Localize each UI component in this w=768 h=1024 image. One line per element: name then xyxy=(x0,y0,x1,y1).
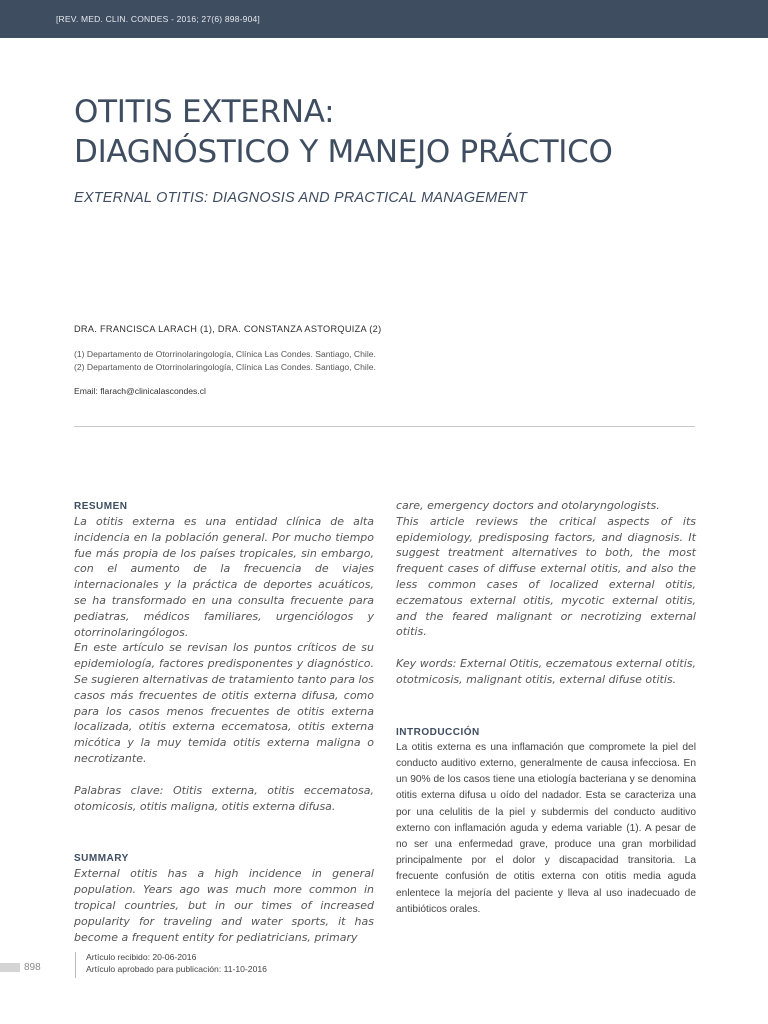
divider xyxy=(74,426,695,427)
page-marker xyxy=(0,963,20,972)
journal-reference: [REV. MED. CLIN. CONDES - 2016; 27(6) 898-904] xyxy=(56,14,260,24)
summary-paragraph-2: This article reviews the critical aspects of its epidemiology, predisposing factors, and diagnosis. It suggest treatment alternatives to both, the most frequent cases of diffuse external otitis, and also the less common cases of localized external otitis, eczematous external otitis, mycotic external otitis, and the feared malignant or necrotizing external otitis. xyxy=(396,514,696,639)
received-date: Artículo recibido: 20-06-2016 xyxy=(86,952,197,962)
introduccion-paragraph-1: La otitis externa es una inflamación que compromete la piel del conducto auditivo externo, generalmente de causa infecciosa. En un 90% de los casos tiene una etiología bacteriana y se denomina otitis externa difusa u oído del nadador. Esta se caracteriza una por una celulitis de la piel y subdermis del conducto auditivo externo con inflamación aguda y edema variable (1). A pesar de no ser una enfermedad grave, produce una gran morbilidad principalmente por el dolor y discapacidad transitoria. La frecuente confusión de otitis externa con otitis media aguda enlentece la mejoría del paciente y lleva al uso inadecuado de antibióticos orales. xyxy=(396,741,696,915)
summary-paragraph-1-end: care, emergency doctors and otolaryngologists. xyxy=(396,499,660,512)
resumen-paragraph-2: En este artículo se revisan los puntos críticos de su epidemiología, factores predisponentes y diagnóstico. Se sugieren alternativas de tratamiento tanto para los casos más frecuentes de otitis externa difusa, como para los casos menos frecuentes de otitis externa localizada, otitis externa eccematosa, otitis externa micótica y la muy temida otitis externa maligna o necrotizante. xyxy=(74,641,374,765)
summary-heading: SUMMARY xyxy=(74,853,129,865)
introduccion-heading: INTRODUCCIÓN xyxy=(396,726,480,738)
affiliation-1: (1) Departamento de Otorrinolaringología, Clínica Las Condes. Santiago, Chile. xyxy=(74,349,376,359)
affiliations xyxy=(74,348,376,374)
summary-paragraph-1-start: External otitis has a high incidence in general population. Years ago was much more common in tropical countries, but in our times of increased popularity for traveling and water sports, it has become a frequent entity for pediatricians, primary xyxy=(74,867,374,944)
resumen-heading: RESUMEN xyxy=(74,501,128,512)
page-number: 898 xyxy=(24,962,41,973)
right-column xyxy=(396,498,696,918)
authors: DRA. FRANCISCA LARACH (1), DRA. CONSTANZA ASTORQUIZA (2) xyxy=(74,324,382,334)
resumen-paragraph-1: La otitis externa es una entidad clínica de alta incidencia en la población general. Por mucho tiempo fue más propia de los países tropicales, sin embargo, con el aumento de la frecuencia de viajes internacionales y la práctica de deportes acuáticos, se ha transformado en una consulta frecuente para pediatras, médicos familiares, urgenciólogos y otorrinolaringólogos. xyxy=(74,515,374,639)
article-subtitle: EXTERNAL OTITIS: DIAGNOSIS AND PRACTICAL MANAGEMENT xyxy=(74,190,528,206)
approved-date: Artículo aprobado para publicación: 11-10-2016 xyxy=(86,964,267,974)
journal-header-bar xyxy=(0,0,768,38)
author-email: Email: flarach@clinicalascondes.cl xyxy=(74,386,206,396)
title-line-2: DIAGNÓSTICO Y MANEJO PRÁCTICO xyxy=(74,134,613,170)
left-column xyxy=(74,500,374,945)
summary-keywords: Key words: External Otitis, eczematous external otitis, ototmicosis, malignant otitis, external difuse otitis. xyxy=(396,657,696,686)
affiliation-2: (2) Departamento de Otorrinolaringología, Clínica Las Condes. Santiago, Chile. xyxy=(74,362,376,372)
article-title xyxy=(74,92,613,172)
resumen-keywords: Palabras clave: Otitis externa, otitis eccematosa, otomicosis, otitis maligna, otitis externa difusa. xyxy=(74,783,374,813)
article-dates xyxy=(86,951,267,975)
title-line-1: OTITIS EXTERNA: xyxy=(74,94,335,130)
dates-divider xyxy=(75,952,76,978)
